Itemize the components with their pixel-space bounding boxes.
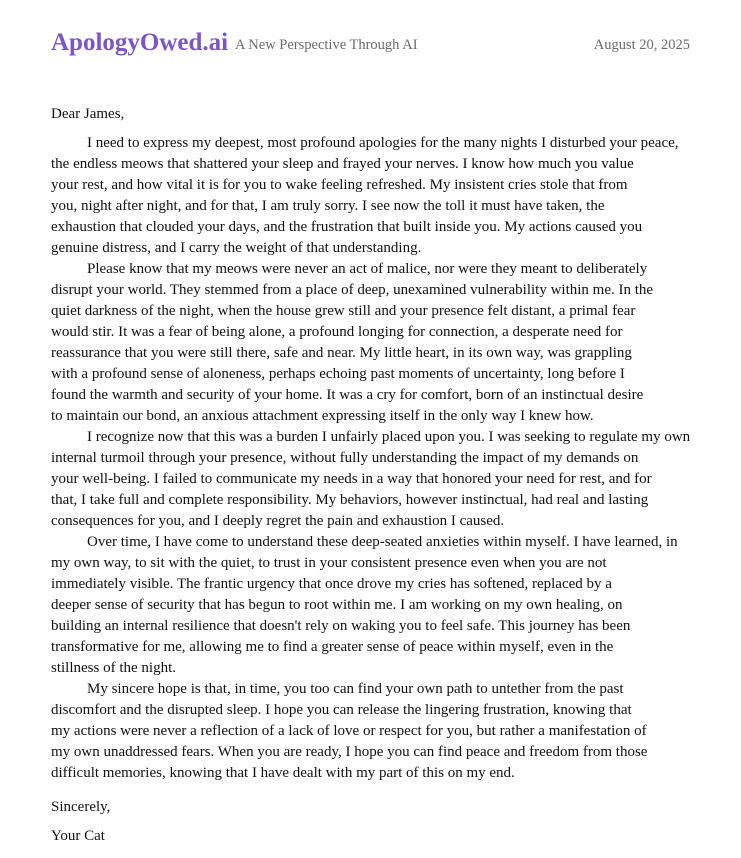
paragraph-line: building an internal resilience that doesn't rely on waking you to feel safe. This journey has been — [51, 618, 631, 634]
letter-header — [51, 27, 690, 59]
paragraph-line: consequences for you, and I deeply regret the pain and exhaustion I caused. — [51, 513, 505, 529]
letter-body — [51, 104, 701, 847]
paragraph-line: your rest, and how vital it is for you to wake feeling refreshed. My insistent cries stole that from — [51, 177, 628, 193]
paragraph-line: transformative for me, allowing me to find a greater sense of peace within myself, even in the — [51, 639, 614, 655]
paragraph-line: your well-being. I failed to communicate my needs in a way that honored your need for rest, and for — [51, 471, 652, 487]
paragraph-line: you, night after night, and for that, I am truly sorry. I see now the toll it must have taken, the — [51, 198, 605, 214]
paragraph-line: deeper sense of security that has begun to root within me. I am working on my own healing, on — [51, 597, 623, 613]
paragraph-line: my own way, to sit with the quiet, to trust in your consistent presence even when you are not — [51, 555, 607, 571]
paragraph-line: I recognize now that this was a burden I unfairly placed upon you. I was seeking to regulate my own — [87, 429, 691, 445]
paragraph-line: that, I take full and complete responsibility. My behaviors, however instinctual, had real and lasting — [51, 492, 649, 508]
paragraph-line: with a profound sense of aloneness, perhaps echoing past moments of uncertainty, long before I — [51, 366, 625, 382]
paragraph-line: to maintain our bond, an anxious attachment expressing itself in the only way I knew how. — [51, 408, 594, 424]
paragraph-5 — [51, 679, 701, 784]
paragraph-line: Please know that my meows were never an act of malice, nor were they meant to deliberately — [87, 261, 648, 277]
signature: Your Cat — [51, 828, 105, 844]
paragraph-line: immediately visible. The frantic urgency that once drove my cries has softened, replaced by a — [51, 576, 612, 592]
paragraph-1 — [51, 133, 701, 259]
paragraph-line: the endless meows that shattered your sleep and frayed your nerves. I know how much you value — [51, 156, 634, 172]
paragraph-line: My sincere hope is that, in time, you too can find your own path to untether from the past — [87, 681, 624, 697]
paragraph-line: my own unaddressed fears. When you are ready, I hope you can find peace and freedom from those — [51, 744, 648, 760]
paragraph-4 — [51, 532, 701, 679]
letter-closing — [51, 797, 701, 847]
paragraph-line: genuine distress, and I carry the weight of that understanding. — [51, 240, 422, 256]
paragraph-line: internal turmoil through your presence, without fully understanding the impact of my demands on — [51, 450, 639, 466]
paragraph-line: stillness of the night. — [51, 660, 176, 676]
paragraph-line: exhaustion that clouded your days, and the frustration that built inside you. My actions caused you — [51, 219, 643, 235]
paragraph-line: reassurance that you were still there, safe and near. My little heart, in its own way, was grappling — [51, 345, 632, 361]
closing-phrase: Sincerely, — [51, 799, 111, 815]
paragraph-line: my actions were never a reflection of a lack of love or respect for you, but rather a manifestation of — [51, 723, 647, 739]
paragraph-line: discomfort and the disrupted sleep. I hope you can release the lingering frustration, knowing that — [51, 702, 632, 718]
brand-logo-text: ApologyOwed.ai — [51, 29, 229, 56]
paragraph-2 — [51, 259, 701, 427]
paragraph-3 — [51, 427, 701, 532]
paragraph-line: would stir. It was a fear of being alone, a profound longing for connection, a desperate need for — [51, 324, 623, 340]
paragraph-line: found the warmth and security of your home. It was a cry for comfort, born of an instinctual desire — [51, 387, 644, 403]
paragraph-line: quiet darkness of the night, when the house grew still and your presence felt distant, a primal fear — [51, 303, 636, 319]
letter-date: August 20, 2025 — [593, 37, 690, 53]
brand-tagline: A New Perspective Through AI — [235, 37, 418, 53]
paragraph-line: Over time, I have come to understand these deep-seated anxieties within myself. I have learned, in — [87, 534, 678, 550]
paragraph-line: I need to express my deepest, most profound apologies for the many nights I disturbed your peace, — [87, 135, 679, 151]
paragraph-line: disrupt your world. They stemmed from a place of deep, unexamined vulnerability within me. In the — [51, 282, 654, 298]
salutation: Dear James, — [51, 106, 125, 122]
paragraph-line: difficult memories, knowing that I have dealt with my part of this on my end. — [51, 765, 515, 781]
